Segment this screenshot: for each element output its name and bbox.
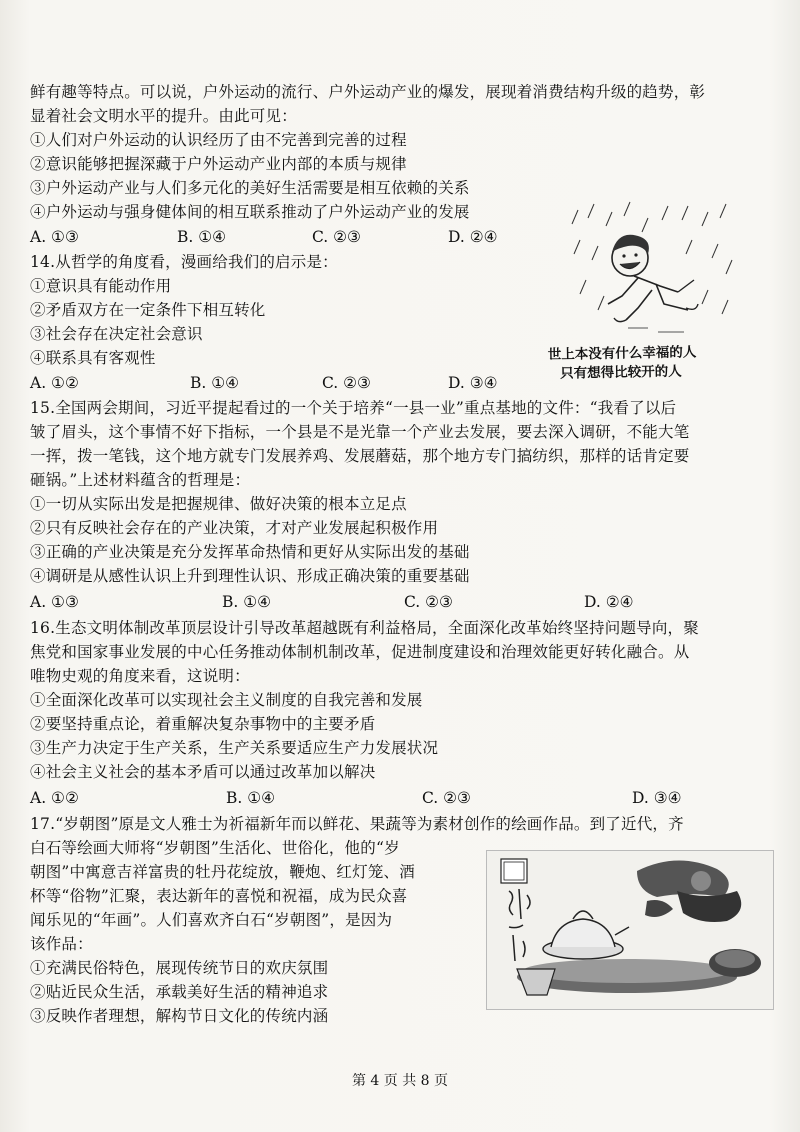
- q17-statement-1: ①充满民俗特色，展现传统节日的欢庆氛围: [30, 959, 329, 977]
- q15-stem-line4: 砸锅。”上述材料蕴含的哲理是：: [30, 471, 251, 489]
- happy-child-figure-icon: [608, 235, 698, 322]
- q16-statement-1: ①全面深化改革可以实现社会主义制度的自我完善和发展: [30, 691, 423, 709]
- q14-statement-1: ①意识具有能动作用: [30, 277, 172, 295]
- ground-puddle-icon: [628, 328, 684, 332]
- cartoon-caption-line2: 只有想得比较开的人: [560, 363, 682, 382]
- cartoon-caption: [548, 342, 769, 384]
- rain-lines-icon: [572, 202, 732, 314]
- wine-vessel-icon: [543, 911, 629, 959]
- q16-statement-4: ④社会主义社会的基本矛盾可以通过改革加以解决: [30, 763, 376, 781]
- q14-option-c: C. ②③: [322, 374, 371, 392]
- q14-statement-2: ②矛盾双方在一定条件下相互转化: [30, 301, 266, 319]
- peony-leaves-icon: [637, 860, 741, 922]
- q17-stem-line6: 该作品：: [30, 935, 93, 953]
- q13-statement-1: ①人们对户外运动的认识经历了由不完善到完善的过程: [30, 131, 407, 149]
- q14-option-d: D. ③④: [448, 374, 498, 392]
- q13-statement-3: ③户外运动产业与人们多元化的美好生活需要是相互依赖的关系: [30, 179, 470, 197]
- q15-option-c: C. ②③: [404, 593, 453, 611]
- q16-stem-line1: 16.生态文明体制改革顶层设计引导改革超越既有利益格局，全面深化改革始终坚持问题导向，聚: [30, 619, 699, 637]
- q17-stem-line1: 17.“岁朝图”原是文人雅士为祈福新年而以鲜花、果蔬等为素材创作的绘画作品。到了近代，齐: [30, 815, 684, 833]
- q13-statement-4: ④户外运动与强身健体间的相互联系推动了户外运动产业的发展: [30, 203, 470, 221]
- q13-option-a: A. ①③: [30, 228, 79, 246]
- q17-stem-line4: 杯等“俗物”汇聚，表达新年的喜悦和祝福，成为民众喜: [30, 887, 408, 905]
- q13-stem-line1: 鲜有趣等特点。可以说，户外运动的流行、户外运动产业的爆发，展现着消费结构升级的趋势，彰: [30, 83, 706, 101]
- page-number-footer: 第 4 页 共 8 页: [351, 1073, 449, 1089]
- q13-option-b: B. ①④: [177, 228, 227, 246]
- q13-option-c: C. ②③: [312, 228, 361, 246]
- q17-stem-line5: 闻乐见的“年画”。人们喜欢齐白石“岁朝图”，是因为: [30, 911, 393, 929]
- q14-statement-4: ④联系具有客观性: [30, 349, 156, 367]
- cartoon-rain-illustration: [568, 200, 738, 340]
- q15-statement-2: ②只有反映社会存在的产业决策，才对产业发展起积极作用: [30, 519, 439, 537]
- q15-option-b: B. ①④: [222, 593, 272, 611]
- q15-stem-line2: 皱了眉头，这个事情不好下指标，一个县是不是光靠一个产业去发展，要去深入调研，不能大笔: [30, 423, 690, 441]
- calligraphy-inscription-icon: [509, 889, 530, 961]
- cartoon-caption-line1: 世上本没有什么幸福的人: [547, 344, 697, 363]
- q16-statement-3: ③生产力决定于生产关系，生产关系要适应生产力发展状况: [30, 739, 439, 757]
- q13-stem-line2: 显着社会文明水平的提升。由此可见：: [30, 107, 297, 125]
- q16-option-b: B. ①④: [226, 789, 276, 807]
- q16-stem-line2: 焦党和国家事业发展的中心任务推动体制机制改革，促进制度建设和治理效能更好转化融合。从: [30, 643, 690, 661]
- seal-stamp-icon: [501, 859, 527, 883]
- q16-option-c: C. ②③: [422, 789, 471, 807]
- q15-statement-1: ①一切从实际出发是把握规律、做好决策的根本立足点: [30, 495, 407, 513]
- q16-stem-line3: 唯物史观的角度来看，这说明：: [30, 667, 250, 685]
- q15-option-a: A. ①③: [30, 593, 79, 611]
- q13-option-d: D. ②④: [448, 228, 498, 246]
- cup-icon: [517, 969, 555, 995]
- q16-statement-2: ②要坚持重点论，着重解决复杂事物中的主要矛盾: [30, 715, 376, 733]
- q15-option-d: D. ②④: [584, 593, 634, 611]
- q14-stem: 14.从哲学的角度看，漫画给我们的启示是：: [30, 253, 338, 271]
- suichaotu-painting: [486, 850, 774, 1010]
- q17-statement-2: ②贴近民众生活，承载美好生活的精神追求: [30, 983, 329, 1001]
- q16-option-a: A. ①②: [30, 789, 79, 807]
- q13-statement-2: ②意识能够把握深藏于户外运动产业内部的本质与规律: [30, 155, 407, 173]
- q15-stem-line1: 15.全国两会期间，习近平提起看过的一个关于培养“一县一业”重点基地的文件：“我看了以后: [30, 399, 677, 417]
- q15-statement-3: ③正确的产业决策是充分发挥革命热情和更好从实际出发的基础: [30, 543, 470, 561]
- q15-stem-line3: 一挥，拨一笔钱，这个地方就专门发展养鸡、发展蘑菇，那个地方专门搞纺织，那样的话肯定要: [30, 447, 690, 465]
- q17-stem-line2: 白石等绘画大师将“岁朝图”生活化、世俗化，他的“岁: [30, 839, 400, 857]
- q16-option-d: D. ③④: [632, 789, 682, 807]
- q17-statement-3: ③反映作者理想，解构节日文化的传统内涵: [30, 1007, 329, 1025]
- q15-statement-4: ④调研是从感性认识上升到理性认识、形成正确决策的重要基础: [30, 567, 470, 585]
- q14-statement-3: ③社会存在决定社会意识: [30, 325, 203, 343]
- q17-stem-line3: 朝图”中寓意吉祥富贵的牡丹花绽放，鞭炮、红灯笼、酒: [30, 863, 415, 881]
- q14-option-b: B. ①④: [190, 374, 240, 392]
- q14-option-a: A. ①②: [30, 374, 79, 392]
